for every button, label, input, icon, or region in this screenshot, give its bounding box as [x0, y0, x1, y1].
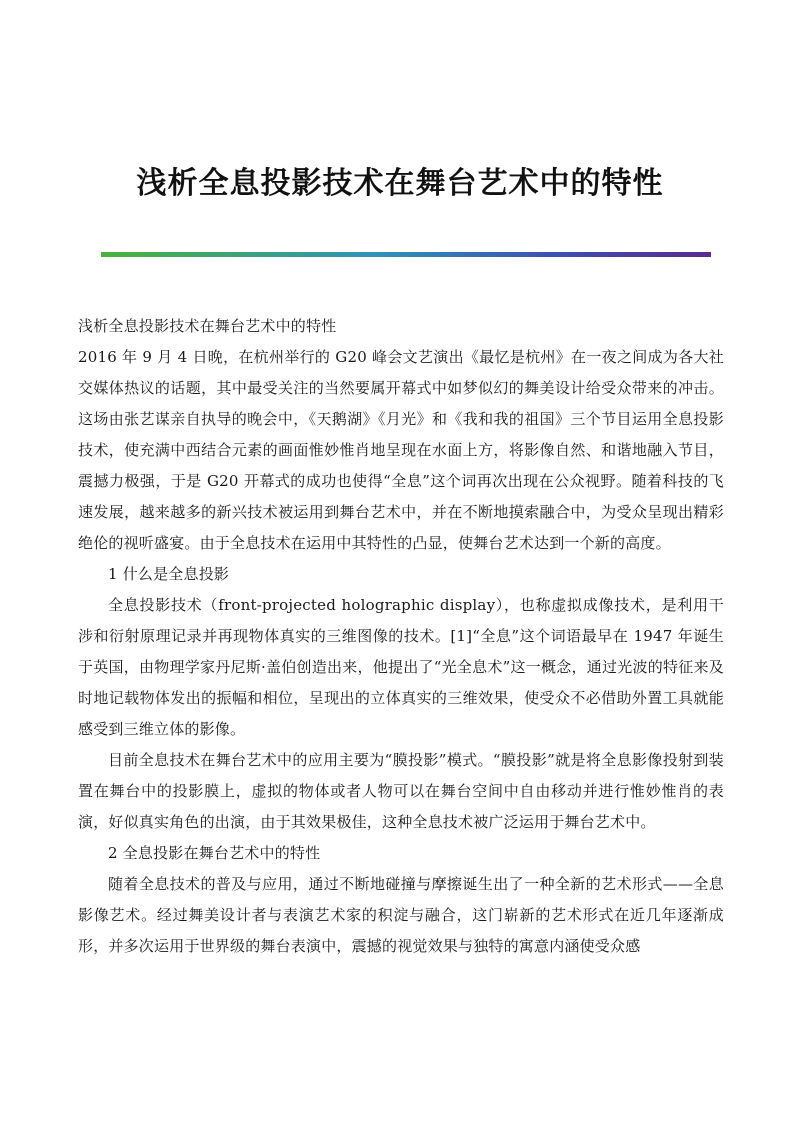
section-heading-1: 1 什么是全息投影 — [108, 565, 230, 583]
paragraph: 目前全息技术在舞台艺术中的应用主要为“膜投影”模式。“膜投影”就是将全息影像投射到装置在舞台中的投影膜上，虚拟的物体或者人物可以在舞台空间中自由移动并进行惟妙惟肖的表演，好似真实角色的出演，由于其效果极佳，这种全息技术被广泛运用于舞台艺术中。 — [78, 751, 724, 831]
document-title: 浅析全息投影技术在舞台艺术中的特性 — [136, 166, 664, 201]
paragraph: 2016 年 9 月 4 日晚，在杭州举行的 G20 峰会文艺演出《最忆是杭州》在一夜之间成为各大社交媒体热议的话题，其中最受关注的当然要属开幕式中如梦似幻的舞美设计给受众带来的冲击。这场由张艺谋亲自执导的晚会中，《天鹅湖》《月光》和《我和我的祖国》三个节目运用全息投影技术，使充满中西结合元素的画面惟妙惟肖地呈现在水面上方，将影像自然、和谐地融入节目，震撼力极强，于是 G20 开幕式的成功也使得“全息”这个词再次出现在公众视野。随着科技的飞速发展，越来越多的新兴技术被运用到舞台艺术中，并在不断地摸索融合中，为受众呈现出精彩绝伦的视听盛宴。由于全息技术在运用中其特性的凸显，使舞台艺术达到一个新的高度。 — [78, 348, 724, 552]
paragraph: 随着全息技术的普及与应用，通过不断地碰撞与摩擦诞生出了一种全新的艺术形式——全息影像艺术。经过舞美设计者与表演艺术家的积淀与融合，这门崭新的艺术形式在近几年逐渐成形，并多次运用于世界级的舞台表演中，震撼的视觉效果与独特的寓意内涵使受众感 — [78, 875, 724, 955]
title-divider — [101, 252, 711, 257]
section-heading-2: 2 全息投影在舞台艺术中的特性 — [108, 844, 321, 862]
paragraph: 全息投影技术（front-projected holographic display），也称虚拟成像技术，是利用干涉和衍射原理记录并再现物体真实的三维图像的技术。[1]“全息”这个词语最早在 1947 年诞生于英国，由物理学家丹尼斯·盖伯创造出来，他提出了“光全息术”这一概念，通过光波的特征来及时地记载物体发出的振幅和相位，呈现出的立体真实的三维效果，使受众不必借助外置工具就能感受到三维立体的影像。 — [78, 596, 724, 738]
body-subtitle: 浅析全息投影技术在舞台艺术中的特性 — [78, 317, 337, 335]
document-body — [78, 311, 724, 962]
